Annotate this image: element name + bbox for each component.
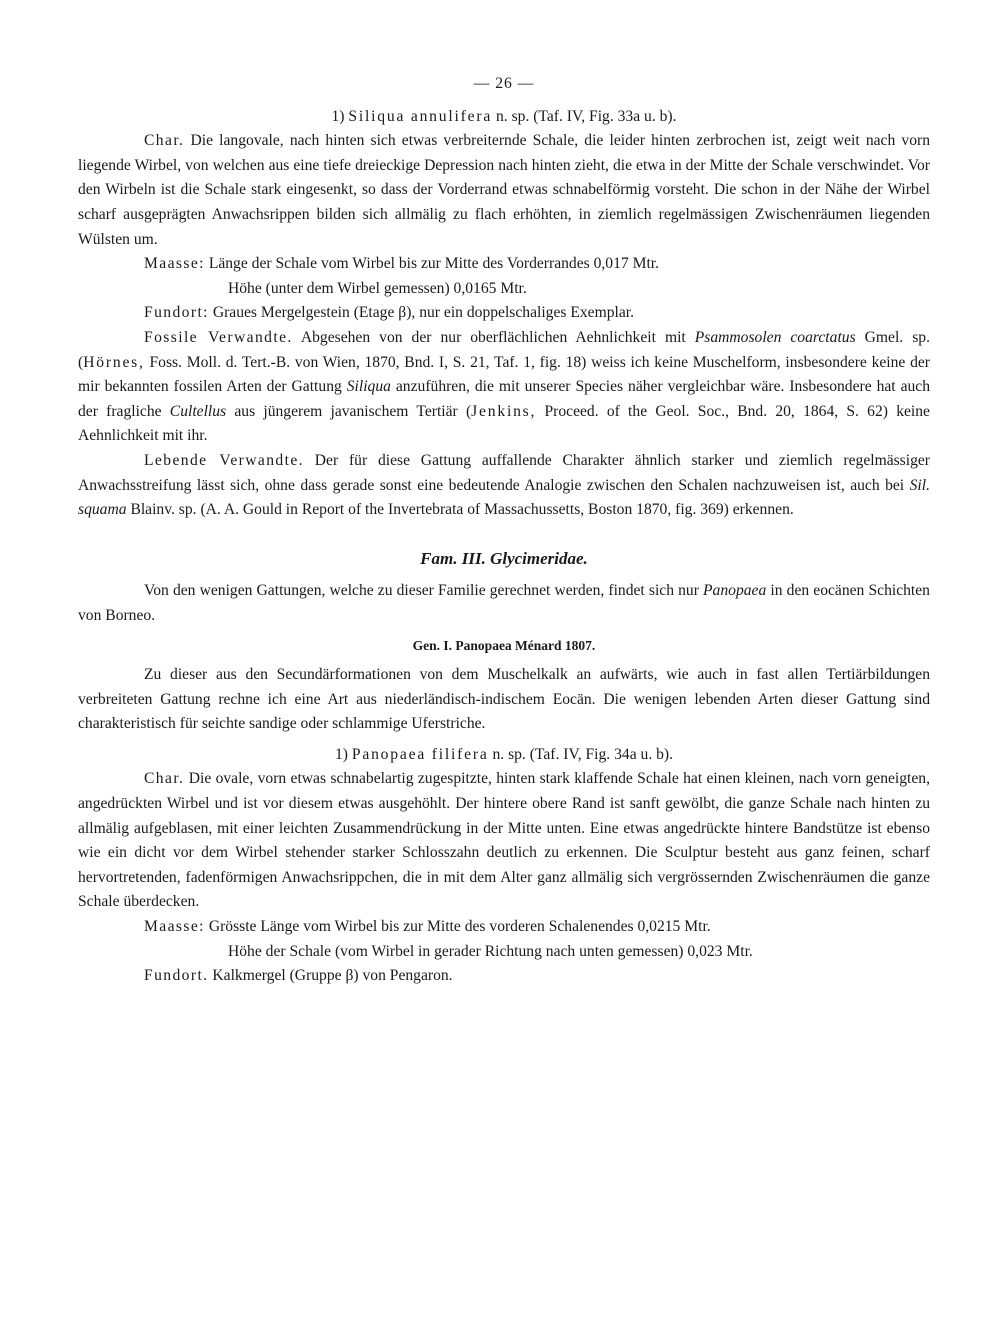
fossile-text: aus jüngerem javanischem Tertiär ( xyxy=(234,402,472,420)
lebende-text: Blainv. sp. (A. A. Gould in Report of the Invertebrata of Massachussetts, Boston 1870, fig. 369) erkennen. xyxy=(130,501,794,519)
species-name: Siliqua annulifera xyxy=(348,107,493,125)
species-reference: n. sp. (Taf. IV, Fig. 34a u. b). xyxy=(492,745,673,763)
fossile-text: Foss. Moll. d. Tert.-B. von Wien, 1870, Bnd. I, S. 21, Taf. 1, fig. 18) weiss ich keine Muschelform, insbesondere keine der mir bekannten fossilen Arten der Gattung xyxy=(78,353,930,396)
family-paragraph xyxy=(78,579,930,628)
fundort-label: Fundort: xyxy=(144,304,209,322)
taxon-name: Psammosolen coarctatus xyxy=(694,328,856,346)
fossile-text: Proceed. of the Geol. Soc., Bnd. 20, 1864, S. 62) keine Aehnlichkeit mit ihr. xyxy=(78,402,930,445)
species-number: 1) xyxy=(334,745,348,763)
author-name: Jenkins, xyxy=(471,402,537,420)
measurements-line-1 xyxy=(144,915,930,940)
measurements-line-2: Höhe (unter dem Wirbel gemessen) 0,0165 Mtr. xyxy=(228,279,527,297)
species-heading xyxy=(78,743,930,768)
taxon-name: Cultellus xyxy=(169,402,227,420)
document-page xyxy=(78,72,930,989)
maasse-value: Grösste Länge vom Wirbel bis zur Mitte des vorderen Schalenendes 0,0215 Mtr. xyxy=(208,918,711,935)
fundort-text: Graues Mergelgestein (Etage β), nur ein doppelschaliges Exemplar. xyxy=(212,304,635,322)
lebende-text: Der für diese Gattung auffallende Charakter ähnlich starker und ziemlich regelmässiger Anwachsstreifung lässt sich, ohne dass gerade sonst eine bedeutende Analogie zwischen den Schalen nachzuweisen ist, auch bei xyxy=(78,451,930,494)
fossil-relatives-paragraph xyxy=(78,326,930,449)
maasse-label: Maasse: xyxy=(144,918,205,935)
family-heading: Fam. III. Glycimeridae. xyxy=(420,548,588,568)
fundort-label: Fundort. xyxy=(144,967,209,985)
fundort-text: Kalkmergel (Gruppe β) von Pengaron. xyxy=(212,967,453,985)
measurements-line-2: Höhe der Schale (vom Wirbel in gerader Richtung nach unten gemessen) 0,023 Mtr. xyxy=(228,942,753,960)
character-paragraph xyxy=(78,129,930,252)
char-text: Die langovale, nach hinten sich etwas verbreiternde Schale, die leider hinten zerbrochen ist, zeigt weit nach vorn liegende Wirbel, von welchen aus eine tiefe dreieckige Depression nach hinten zieht, die etwa in der Mitte der Schale verschwindet. Vor den Wirbeln ist die Schale stark eingesenkt, so dass der Vorderrand etwas schnabelförmig vorsteht. Die schon in der Nähe der Wirbel scharf ausgeprägten Anwachsrippen bilden sich allmälig zu flach erhöhten, in ziemlich regelmässigen Zwischenräumen liegenden Wülsten um. xyxy=(78,132,931,248)
character-paragraph xyxy=(78,767,930,915)
fossile-text: Abgesehen von der nur oberflächlichen Aehnlichkeit mit xyxy=(300,328,686,346)
taxon-name: Sil. squama xyxy=(78,476,930,519)
living-relatives-paragraph xyxy=(78,449,930,523)
genus-heading: Gen. I. Panopaea Ménard 1807. xyxy=(412,638,596,654)
family-text: in den eocänen Schichten von Borneo. xyxy=(78,582,930,624)
char-label: Char. xyxy=(144,132,185,150)
species-number: 1) xyxy=(331,107,345,125)
maasse-value: Länge der Schale vom Wirbel bis zur Mitte des Vorderrandes 0,017 Mtr. xyxy=(208,255,660,273)
family-text: Von den wenigen Gattungen, welche zu dieser Familie gerechnet werden, findet sich nur xyxy=(144,582,699,600)
lebende-label: Lebende Verwandte. xyxy=(144,451,304,469)
species-name: Panopaea filifera xyxy=(351,745,489,763)
char-text: Die ovale, vorn etwas schnabelartig zugespitzte, hinten stark klaffende Schale hat einen kleinen, nach vorn geneigten, angedrückten Wirbel und ist vor diesem etwas ausgehöhlt. Der hintere obere Rand ist sanft gewölbt, die ganze Schale nach hinten zu allmälig aufgeblasen, mit einer leichten Zusammendrückung in der Mitte unten. Eine etwas angedrückte hintere Bandstütze ist ebenso wie ein dicht vor dem Wirbel stehender starker Schlosszahn deutlich zu erkennen. Die Sculptur besteht aus ganz feinen, scharf hervortretenden, fadenförmigen Anwachsrippchen, die in mit dem Alter ganz allmälig sich vergrössernden Zwischenräumen die ganze Schale überdecken. xyxy=(78,770,930,911)
taxon-name: Panopaea xyxy=(703,582,767,600)
char-label: Char. xyxy=(144,770,185,788)
fossile-label: Fossile Verwandte. xyxy=(144,328,293,346)
author-name: Hörnes, xyxy=(83,353,145,371)
genus-paragraph: Zu dieser aus den Secundärformationen von dem Muschelkalk an aufwärts, wie auch in fast allen Tertiärbildungen verbreiteten Gattung rechne ich eine Art aus niederländisch-indischem Eocän. Die wenigen lebenden Arten dieser Gattung sind charakteristisch für seichte sandige oder schlammige Uferstriche. xyxy=(78,666,930,733)
species-reference: n. sp. (Taf. IV, Fig. 33a u. b). xyxy=(495,107,677,125)
locality-line xyxy=(144,964,930,989)
taxon-name: Siliqua xyxy=(346,378,391,396)
fossile-text: anzuführen, die mit unserer Species näher vergleichbar wäre. Insbesondere hat auch der fragliche xyxy=(78,378,931,420)
species-heading xyxy=(78,105,930,130)
locality-paragraph xyxy=(78,301,930,326)
measurements-line-1 xyxy=(144,252,930,277)
maasse-label: Maasse: xyxy=(144,255,205,273)
fossile-text: Gmel. sp. ( xyxy=(78,328,930,371)
page-number: — 26 — xyxy=(473,75,535,92)
